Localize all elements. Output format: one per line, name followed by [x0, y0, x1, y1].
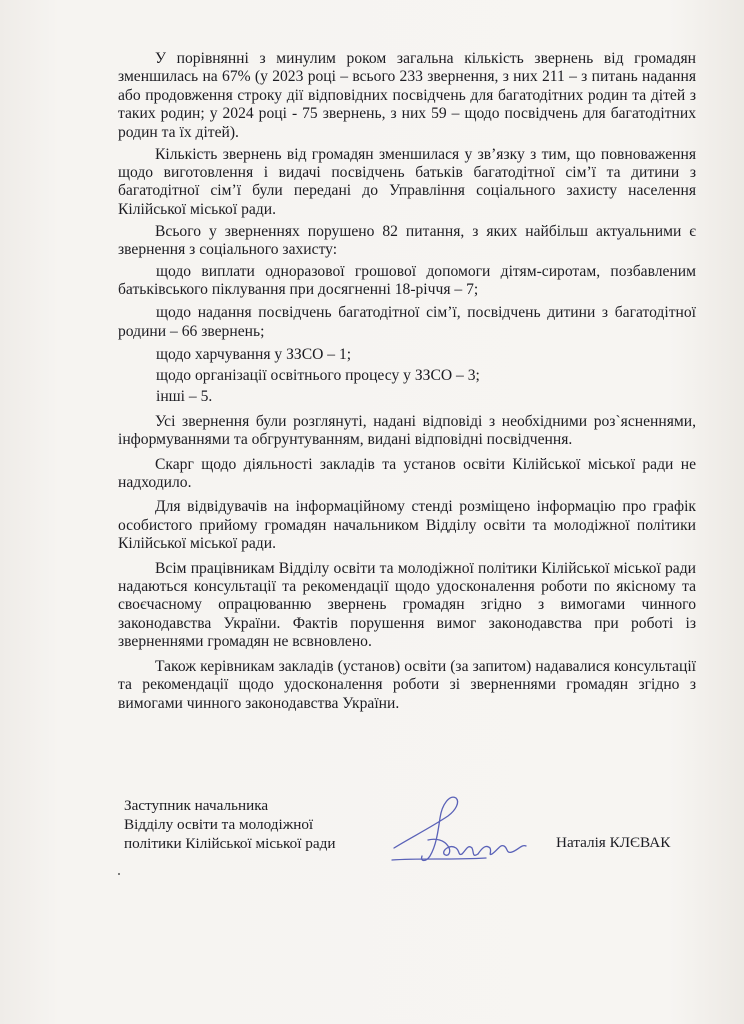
- list-item: інші – 5.: [156, 388, 213, 406]
- list-item: щодо організації освітнього процесу у ЗЗСО – 3;: [156, 367, 480, 384]
- signatory-position-line: Заступник начальника: [124, 797, 269, 814]
- paragraph-total-issues: Всього у зверненнях порушено 82 питання, з яких найбільш актуальними є звернення з соціального захисту:: [118, 222, 696, 259]
- paragraph-comparison: У порівнянні з минулим роком загальна кількість звернень від громадян зменшилась на 67% (у 2023 році – всього 233 звернення, з них 211 – з питань надання або продовження строку дії відповідних посвідчень для багатодітних родин та дітей з таких родин; у 2024 році - 75 звернень, з них 59 – щодо посвідчень для багатодітних родин та їх дітей).: [118, 50, 696, 141]
- paragraph-info-stand: Для відвідувачів на інформаційному стенді розміщено інформацію про графік особистого прийому громадян начальником Відділу освіти та молодіжної політики Кілійської міської ради.: [118, 498, 696, 553]
- signatory-position-line: політики Кілійської міської ради: [124, 835, 336, 852]
- handwritten-signature: [390, 788, 550, 878]
- list-item: щодо надання посвідчень багатодітної сім’ї, посвідчень дитини з багатодітної родини – 66 звернень;: [118, 304, 696, 340]
- list-item: щодо харчування у ЗЗСО – 1;: [156, 345, 352, 363]
- list-item: щодо виплати одноразової грошової допомоги дітям-сиротам, позбавленим батьківського піклування при досягненні 18-річчя – 7;: [118, 262, 696, 299]
- signatory-position-line: Відділу освіти та молодіжної: [124, 816, 314, 833]
- paragraph-consultations-heads: Також керівникам закладів (установ) освіти (за запитом) надавалися консультації та рекомендації щодо удосконалення роботи зі зверненнями громадян згідно з вимогами чинного законодавства України.: [118, 657, 696, 712]
- paragraph-complaints: Скарг щодо діяльності закладів та установ освіти Кілійської міської ради не надходило.: [118, 455, 696, 492]
- paragraph-consultations-staff: Всім працівникам Відділу освіти та молодіжної політики Кілійської міської ради надаються консультації та рекомендації щодо удосконалення роботи по якісному та своєчасному опрацюванню звернень громадян згідно з вимогами чинного законодавства України. Фактів порушення вимог законодавства при роботі із зверненнями громадян не всвновлено.: [118, 559, 696, 651]
- signatory-position: [124, 796, 384, 853]
- paragraph-reason: Кількість звернень від громадян зменшилася у зв’язку з тим, що повноваження щодо виготовлення і видачі посвідчень батьків багатодітної сім’ї та дитини з багатодітної сім’ї були передані до Управління соціального захисту населення Кілійської міської ради.: [118, 145, 696, 218]
- paragraph-reviewed: Усі звернення були розглянуті, надані відповіді з необхідними роз`ясненнями, інформуваннями та обгрунтуванням, видані відповідні посвідчення.: [118, 412, 696, 449]
- scan-speck: [118, 873, 120, 875]
- signatory-name: Наталія КЛЄВАК: [556, 834, 671, 851]
- document-body: [118, 50, 696, 716]
